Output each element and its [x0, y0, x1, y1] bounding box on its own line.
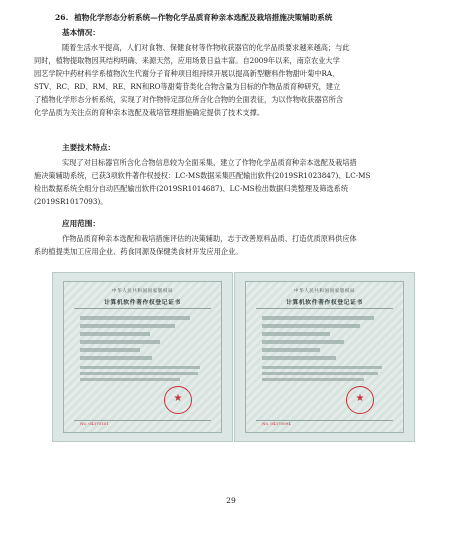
certificate-serial: No. 04370101: [80, 421, 109, 426]
paragraph-application: [34, 232, 412, 258]
paragraph-line: 随着生活水平提高，人们对食物、保健食材等作物收获器官的化学品质要求越来越高；与此: [62, 43, 350, 52]
certificate-title: 计算机软件著作权登记证书: [104, 300, 181, 306]
heading-background: 基本情况：: [62, 28, 100, 37]
paragraph-line: 实现了对目标器官所含化合物信息较为全面采集，建立了作物化学品质育种亲本选配及栽培措: [62, 158, 357, 167]
paragraph-line: 作物品质育种亲本选配和栽培措施评估的决策辅助，志于改善原料品质、打造优质原料供应体: [62, 234, 357, 243]
section-number: 26.: [55, 13, 69, 22]
red-seal-icon: [164, 386, 192, 414]
section-title-text: 植物化学形态分析系统—作物化学品质育种亲本选配及栽培措施决策辅助系统: [74, 13, 333, 22]
paragraph-line: 了植物化学形态分析系统，实现了对作物特定部位所含化合物的全面表征，为以作物收获器官所含: [34, 95, 344, 104]
certificate-org: 中华人民共和国国家版权局: [111, 289, 174, 294]
paragraph-line: 同时，植物提取物因其结构明确、来源天然，应用场景日益丰富。自2009年以来，南京农业大学: [34, 56, 340, 65]
paragraph-line: (2019SR1017093)。: [34, 197, 108, 206]
paragraph-background: [34, 41, 412, 119]
paragraph-line: STV、RC、RD、RM、RE、RN和RO等甜菊苷类化合物含量为目标的作物品质育种研究，建立: [34, 82, 341, 91]
paragraph-line: 施决策辅助系统，已获3项软件著作权授权：LC-MS数据采集匹配输出软件(2019SR1023847)、LC-MS: [34, 171, 371, 180]
paragraph-line: 化学品质为关注点的育种亲本选配及栽培管理措施确定提供了技术支撑。: [34, 108, 265, 117]
paragraph-line: 检出数据系统全组分自动匹配输出软件(2019SR1014687)、LC-MS检出数据归类整理及筛选系统: [34, 184, 349, 193]
heading-application: 应用范围：: [62, 219, 100, 228]
paragraph-line: 系的植提类加工应用企业、药食同源及保健类食材开发应用企业。: [34, 247, 243, 256]
red-seal-icon: [346, 386, 374, 414]
section-title: [55, 12, 415, 23]
page-number: 29: [226, 496, 236, 505]
certificate-title: 计算机软件著作权登记证书: [286, 300, 363, 306]
certificate-org: 中华人民共和国国家版权局: [293, 289, 356, 294]
certificate-serial: No. 04370094: [262, 421, 291, 426]
certificate-image-2: [234, 272, 415, 442]
paragraph-line: 园艺学院中药材科学系植物次生代谢分子育种项目组持续开展以提高新型糖料作物甜叶菊中RA、: [34, 69, 340, 78]
certificate-image-1: [52, 272, 233, 442]
heading-features: 主要技术特点：: [62, 143, 116, 152]
paragraph-features: [34, 156, 412, 208]
